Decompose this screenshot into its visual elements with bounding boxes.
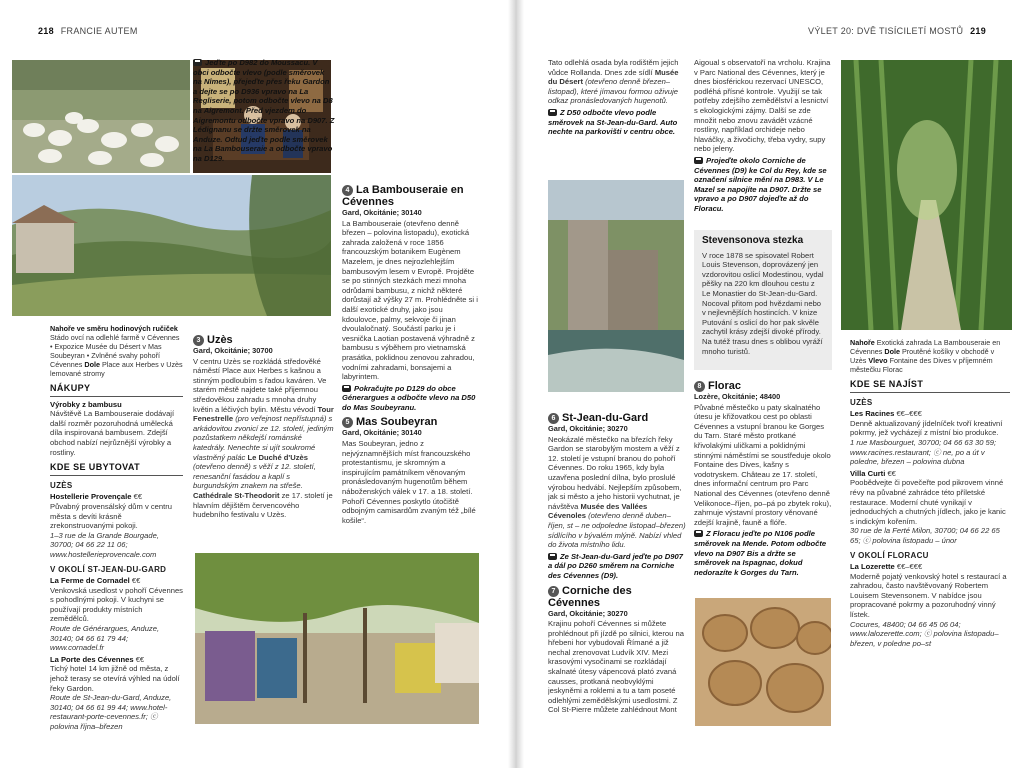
restaurant-1-name: Les Racines [850,409,895,419]
photo-uzes-market [195,553,479,724]
car-icon [548,109,557,116]
right-column-6 [850,338,1010,730]
aigoual-text: Aigoual s observatoří na vrcholu. Krajina v Parc National des Cévennes, který je dnes biosférickou rezervací UNESCO, podléhá přísné kontrole. Využijí se tak potřeby zdejšího zemědělství a lesnictví s ekologickými zájmy. Další se zde množit nebo znovu zavádět vzácné rostliny, například orchideje nebo hlaváčky, a živočichy, třeba vydry, supy nebo jeleny. [694,58,831,154]
car-icon [193,59,202,66]
uzes-title: 3 Uzès [193,334,335,346]
restaurant-2-price: €€ [887,468,896,478]
restaurant-1-price: €€–€€€ [896,409,922,419]
mas-soubeyran-title: 5 Mas Soubeyran [342,416,480,428]
st-jean-location: Gard, Okcitánie; 30270 [548,424,628,433]
gutter-shadow [508,0,524,768]
directions-text: Jeďte po D982 do Moussacu. V obci odbočte vlevo (podle směrovek na Nîmes), přejeďte přes řeku Gardon a dejte se po D936 vpravo na La Regliserie, potom odbočte vlevo na D8 na Aigremont. Před vjezdem do Aigremontu odbočte vpravo na D907. Z Lédignanu se držte směrovek na Anduze. Odtud jeďte podle směrovek na La Bambouseraie a odbočte vpravo na D129. [193,58,335,163]
florac-text: Půvabné městečko u paty skalnatého útesu je křižovatkou cest po oblasti Cévennes a vstupní branou ke Gorges du Tarn. Staré město protkané křivolakými uličkami a poklidnými stinnými náměstími se soustředuje okolo Fontaine des Dives, kašny s vodotryskem. Château ze 17. století, dnes informační centrum pro Parc National des Cévennes (otevřeno denně Velikonoce–říjen, po–pá po zbytek roku), zahrnuje výstavní prostory věnované zdejší krajině, fauně a flóře. [694,402,832,527]
car-icon [342,385,351,392]
caption-left [50,324,183,378]
florac-dining-subheading: V OKOLÍ FLORACU [850,550,929,560]
right-column-4 [548,408,686,728]
hotel-3-contact: Route de St-Jean-du-Gard, Anduze, 30140; 04 66 61 99 44; www.hotel-restaurant-porte-cevennes.fr; ⓒ polovina října–březen [50,693,172,731]
left-column-2 [193,330,335,545]
hotel-3-name: La Porte des Cévennes [50,654,134,664]
car-icon [694,530,703,537]
shop-name: Výrobky z bambusu [50,399,122,409]
restaurant-2-text: Poobědvejte či povečeřte pod pikrovem vinné révy na půvabné zahrádce této příletské restaurace. Moderní chuté vynikají v jednoduchých a chutných jídlech, jako je kanic s indickým kořením. [850,478,1006,526]
hotel-1-text: Půvabný provensálský dům v centru města s devíti krásně zrekonstruovanými pokoji. [50,501,172,531]
st-jean-title: 6 St-Jean-du-Gard [548,412,686,424]
photo-cevennes-hills [12,175,331,316]
restaurant-3-contact: Cocures, 48400; 04 66 45 06 04; www.lalozerette.com; ⓒ polovina listopadu–březen, v poledne po–st [850,619,999,648]
left-column-1 [50,324,183,732]
hotel-2-name: La Ferme de Cornadel [50,576,130,586]
caption-text2: Place aux Herbes v Uzès lemované stromy [50,360,183,378]
st-jean-text: Neokázalé městečko na březích řeky Gardon se starobylým mostem a věží z 12. století je vstupní branou do pohoří Cévennes. Do roku 1965, kdy byla uzavřena poslední dílna, bylo proslulé výrobou hedvábí. Nejlepším způsobem, jak si město a jeho historii vychutnat, je návštěva Musée des Vallées Cévenoles (otevřeno denně duben–říjen, st – ne odpoledne listopad–březen) sídlícího v bývalém mlýně. Nabízí vhled do života místního lidu. [548,434,686,550]
car-icon [694,157,703,164]
bambouseraie-location: Gard, Okcitánie; 30140 [342,208,422,217]
shop-text: Návštěvě La Bambouseraie dodávají další rozměr pozoruhodná umělecká díla inspirovaná bambusem. Zdejší obchod nabízí nejrůznější výrobky a rostliny. [50,409,175,457]
hotel-3-text: Tichý hotel 14 km jižně od města, z jehož terasy se otevírá výhled na údolí řeky Gardon. [50,664,180,693]
hotel-2-text: Venkovská usedlost v pohoří Cévennes s pohodlnými pokoji. V kuchyni se používají produkty místních zemědělců. [50,585,183,624]
caption-right: Nahoře Exotická zahrada La Bambouseraie en Cévennes Dole Proutěné košíky v obchodě v Uzès Vlevo Fontaine des Dives v příjemném městečku Florac [850,338,1001,374]
dining-heading: KDE SE NAJÍST [850,380,1010,393]
right-column-4-top [548,58,686,178]
stop-number-icon: 5 [342,417,353,428]
left-column-3 [342,180,480,545]
florac-directions: Z Floracu jeďte po N106 podle směrovek na Mende. Potom odbočte vlevo na D907 Bis a držte se směrovek na Ispagnac, dokud nedorazíte k Gorges du Tarn. [694,529,827,577]
mas-soubeyran-location: Gard, Okcitánie; 30140 [342,428,422,438]
stop-number-icon: 3 [193,335,204,346]
florac-location: Lozère, Okcitánie; 48400 [694,392,781,401]
bambouseraie-text: La Bambouseraie (otevřeno denně březen – polovina listopadu), exotická zahrada založená v roce 1856 francouzským botanikem Eugènem Mazelem, je dnes nejrozlehlejším bambusovým lesem v Evropě. Projděte se po stinných stezkách mezi mnoha odrůdami bambusu, z nichž některé dorůstají až výšky 27 m. Prohlédněte si i další exotické druhy, jako jsou kdoulovce, palmy, sekvoje či jinan dvoulaločnatý. Součástí parku je i vesnička Laotian postavená výhradně z bambusu s výběhem pro vietnamská prasátka, poklidnou zenovou zahradou, vodními zahradami, bonsajemi a labyrintem. [342,218,478,382]
stop-number-icon: 7 [548,586,559,597]
bambouseraie-title: 4 La Bambouseraie en Cévennes [342,184,464,208]
restaurant-1-text: Denně aktualizovaný jídelníček tvoří kreativní pokrmy, jež vycházejí z místní bio produkce. [850,418,1003,438]
left-running-head [34,26,138,36]
car-icon [548,553,557,560]
photo-st-jean-bridge [548,180,684,392]
musee-intro: Tato odlehlá osada byla rodištěm jejich vůdce Rollanda. Dnes zde sídlí [548,58,679,77]
hotel-1-name: Hostellerie Provençale [50,492,132,502]
stop-number-icon: 4 [342,185,353,196]
restaurant-1-contact: 1 rue Masbourguet, 30700; 04 66 63 30 59; www.racines.restaurant; ⓒ ne, po a út v poledne, březen – polovina dubna [850,437,997,467]
photo-baskets [695,598,831,726]
hotel-1-contact: 1–3 rue de la Grande Bourgade, 30700; 04 66 22 11 06; www.hostellerieprovencale.com [50,530,159,559]
directions-st-jean: Z D50 odbočte vlevo podle směrovek na St-Jean-du-Gard. Auto nechte na parkovišti v centru obce. [548,107,678,137]
right-page-title: VÝLET 20: DVĚ TISÍCILETÍ MOSTŮ [808,26,964,36]
restaurant-3-price: €€–€€€ [896,562,923,572]
mas-soubeyran-text: Mas Soubeyran, jedno z nejvýznamnějších míst francouzského protestantismu, je skromným a inspirujícím památníkem věnovaným pronásledovaným hugenotům během náboženských válek v 17. a 18. století. Pohoří Cévennes poskytlo útočiště odbojným camisardům zvaným též „bílé košile“. [342,439,476,525]
restaurant-2-contact: 30 rue de la Ferté Milon, 30700; 04 66 22 65 65; ⓒ polovina listopadu – únor [850,526,1000,545]
directions-top-left [193,58,335,168]
uzes-text: V centru Uzès se rozkládá středověké náměstí Place aux Herbes s kašnou a stinným podloubím s řadou kaváren. Ve starém městě najdete také přijemnou středověkou zahradu s mnoha druhy květin a léčivých bylin. Městu vévodí Tour Fenestrelle (pro veřejnost nepřístupná) s arkádovitou zvonicí ze 12. století, jediným pozůstatkem někdejší románské katedrály. Nenechte si ujít soukromé vlastněný palác Le Duché d'Uzès (otevřeno denně) s věží z 12. století, renesanční fasádou a kaplí s burgundským znakem na střeše. Cathédrale St-Theodorit ze 17. století je hlavním dějištěm červencového hudebního festivalu v Uzès. [193,356,334,520]
okoli-subheading: V OKOLÍ ST-JEAN-DU-GARD [50,564,167,574]
restaurant-2-name: Villa Curti [850,468,886,478]
right-column-5 [694,376,832,596]
hotel-3-price: €€ [135,654,145,664]
accommodation-heading: KDE SE UBYTOVAT [50,463,183,476]
right-page-number: 219 [970,26,986,36]
directions-florac: Projeďte okolo Corniche de Cévennes (D9) ke Col du Rey, kde se označení silnice mění na D983. V Le Mazel se napojíte na D907. Držte se vpravo a po D907 dojeďte až do Floracu. [694,155,827,213]
stevenson-text: V roce 1878 se spisovatel Robert Louis Stevenson, doprovázený jen vzdorovitou oslicí Modestinou, vydal pěšky na 220 km dlouhou cestu z Le Monastier do St-Jean-du-Gard. Nocoval přitom pod hvězdami nebo v nejlevnějších hostincích. V knize Putování s oslicí do hor pak skvěle zachytil krásy zdejší divoké přírody. Na tutéž trasu dnes s oblibou vyráží mnoho turistů. [702,250,824,356]
stop-number-icon: 8 [694,381,705,392]
hotel-2-contact: Route de Générargues, Anduze, 30140; 04 66 61 79 44; www.cornadel.fr [50,624,160,653]
stevenson-title: Stevensonova stezka [702,235,804,246]
caption-lead: Nahoře ve směru hodinových ručiček [50,324,178,333]
photo-sheep [12,60,190,173]
corniche-title: 7 Corniche des Cévennes [548,584,632,609]
florac-title: 8 Florac [694,380,832,392]
left-page-title: FRANCIE AUTEM [60,26,138,36]
uzes-subheading: UZÈS [50,480,73,490]
corniche-text: Krajinu pohoří Cévennes si můžete prohlédnout při jízdě po silnici, kterou na hřebeni hor vybudovali Římané a již nechal zrenovovat Ludvík XIV. Mezi krasovými vysočinami se rozkládají skalnaté útesy vápencová plató zvaná causses, protkaná neobvyklými jeskyněmi a roklemi a tu a tam poseté odlehlými zemědělskými usedlostmi. Z Col St-Pierre můžete zahlédnout Mont [548,619,684,715]
shopping-heading: NÁKUPY [50,384,183,397]
left-page-number: 218 [38,26,54,36]
caption-text: Stádo ovcí na odlehlé farmě v Cévennes • Expozice Musée du Désert v Mas Soubeyran • Zvlněné svahy pohoří Cévennes [50,333,180,369]
hotel-1-price: €€ [133,492,143,502]
bambouseraie-directions: Pokračujte po D129 do obce Génerargues a odbočte vlevo na D50 do Mas Soubeyranu. [342,383,476,412]
right-running-head [808,26,990,36]
hotel-2-price: €€ [131,576,141,586]
restaurant-3-text: Moderně pojatý venkovský hotel s restaurací a zahradou, často navštěvovaný Robertem Louisem Stevensonem. V nabídce jsou propracované pokrmy a pozoruhodný vinný lístek. [850,571,1007,620]
musee-hours: (otevřeno denně březen–listopad), které jímavou formou oživuje odkaz pronásledovaných hugenotů. [548,77,678,106]
st-jean-directions: Ze St-Jean-du-Gard jeďte po D907 a dál po D260 směrem na Corniche des Cévennes (D9). [548,551,683,580]
musee-du-desert: Musée du Désert [548,67,679,87]
uzes-dining-subheading: UZÈS [850,397,873,407]
uzes-location: Gard, Okcitánie; 30700 [193,346,273,355]
right-column-5-top [694,58,832,228]
caption-lead2: Dole [84,360,100,369]
stevenson-sidebar [694,230,832,370]
restaurant-3-name: La Lozerette [850,562,895,572]
corniche-location: Gard, Okcitánie; 30270 [548,608,628,618]
stop-number-icon: 6 [548,413,559,424]
photo-bamboo-path [841,60,1012,330]
